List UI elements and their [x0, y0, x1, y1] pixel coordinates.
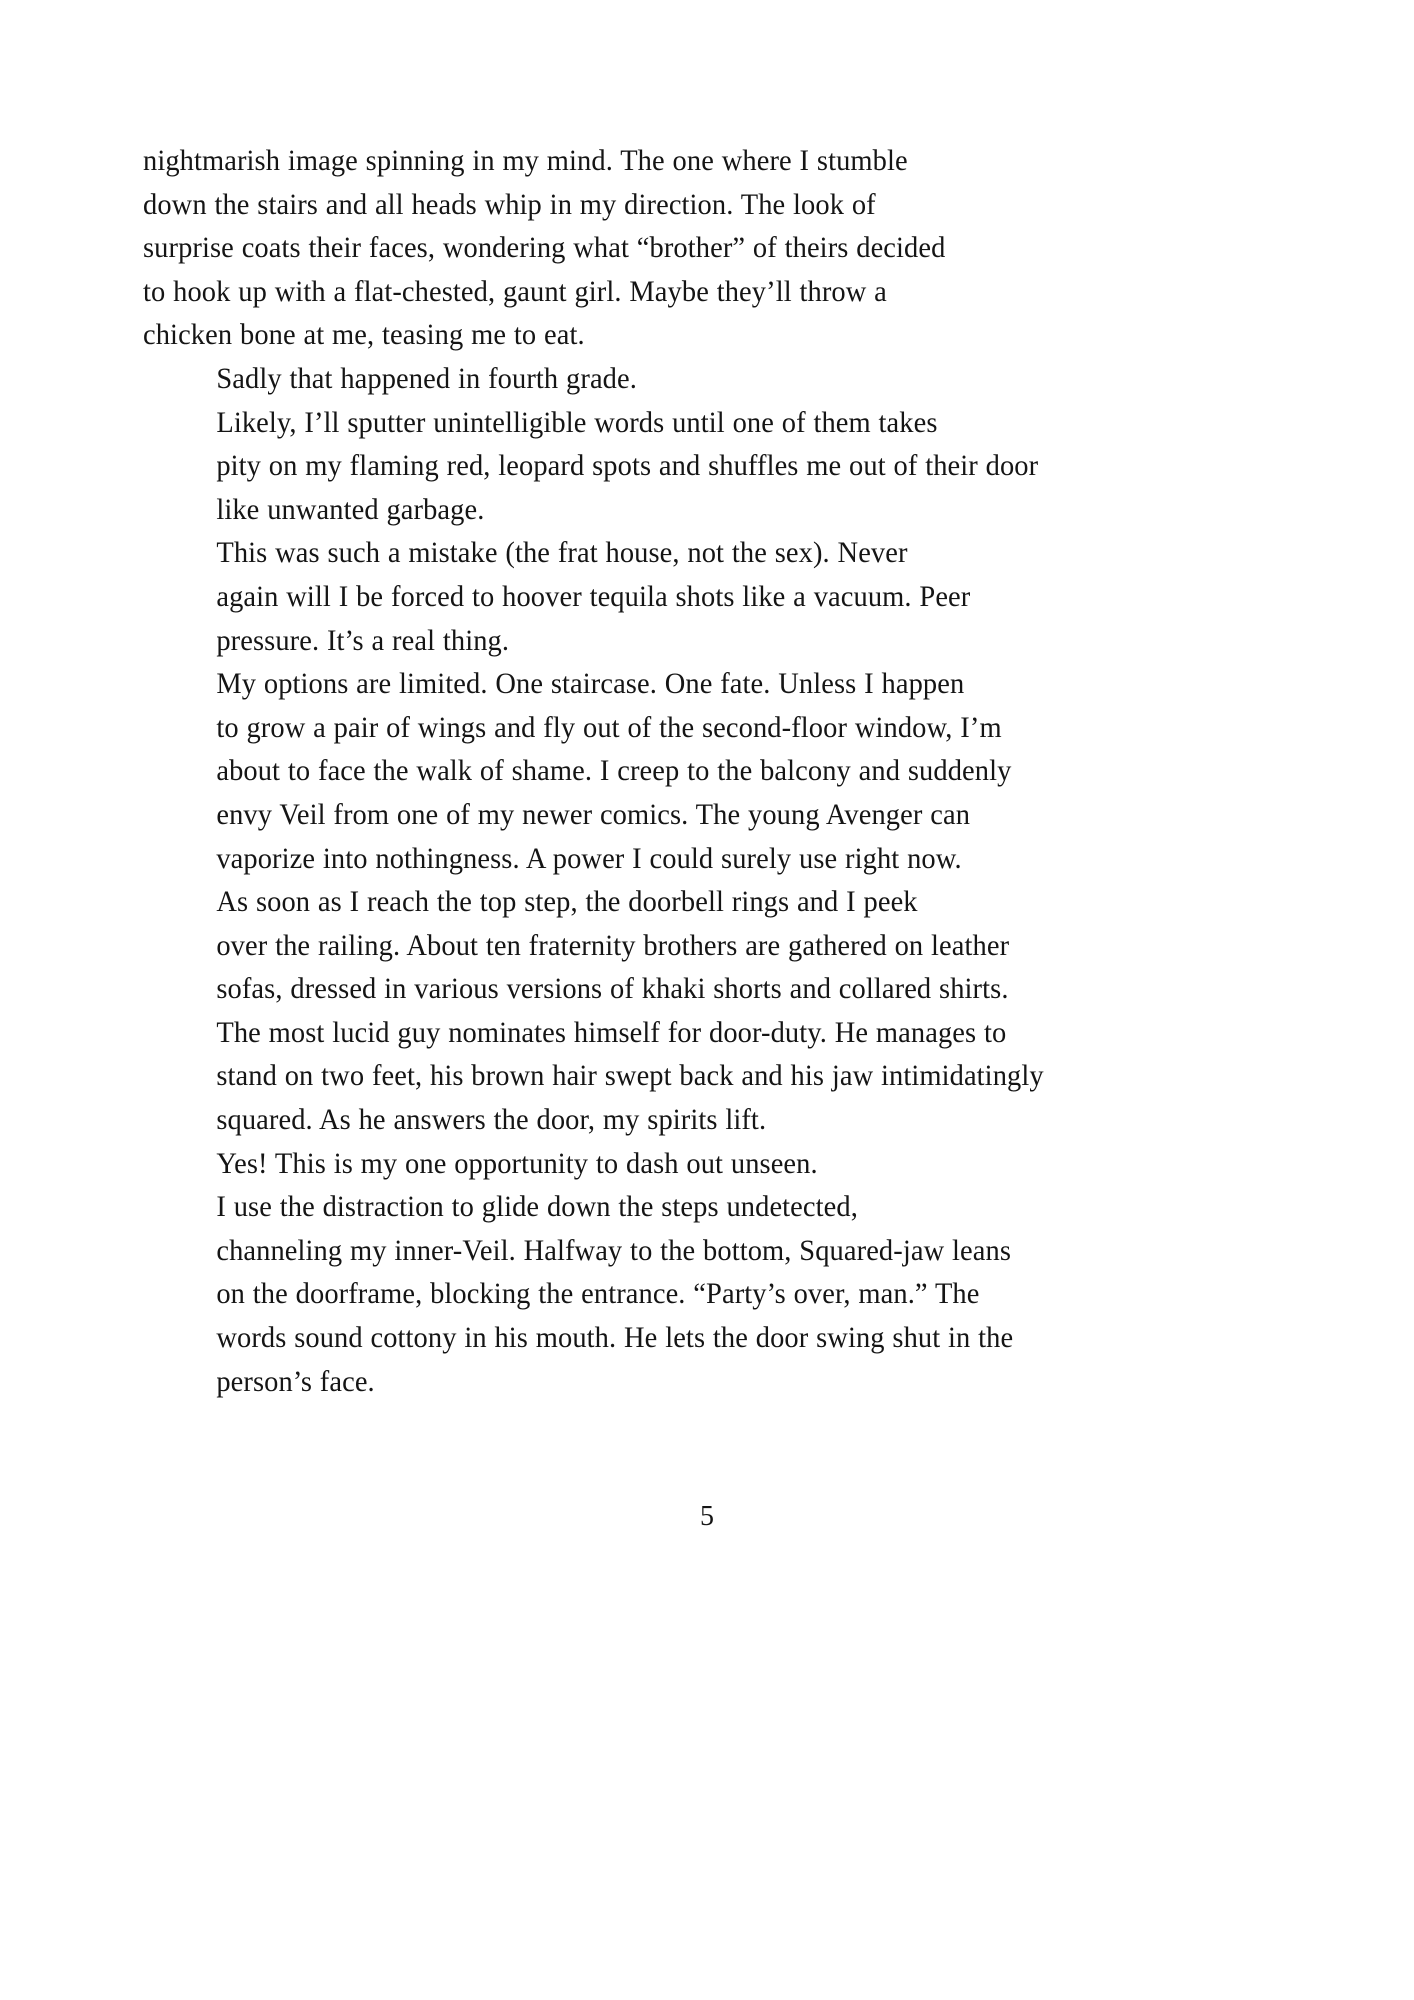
- paragraph-doorbell: [143, 881, 1044, 1143]
- text-line: about to face the walk of shame. I creep to the balcony and suddenly: [216, 755, 1012, 788]
- text-line: stand on two feet, his brown hair swept back and his jaw intimidatingly: [216, 1060, 1044, 1093]
- text-line: squared. As he answers the door, my spirits lift.: [216, 1104, 767, 1137]
- paragraph-likely: [143, 402, 1039, 533]
- text-line: person’s face.: [216, 1365, 375, 1398]
- page-body-text: [143, 140, 1044, 1404]
- text-line: sofas, dressed in various versions of khaki shorts and collared shirts.: [216, 973, 1009, 1006]
- text-line: like unwanted garbage.: [216, 493, 485, 526]
- text-line: Sadly that happened in fourth grade.: [216, 362, 637, 395]
- text-line: As soon as I reach the top step, the doorbell rings and I peek: [216, 886, 918, 919]
- page-number: 5: [700, 1501, 714, 1532]
- text-line: The most lucid guy nominates himself for door-duty. He manages to: [216, 1016, 1007, 1049]
- text-line: chicken bone at me, teasing me to eat.: [143, 319, 585, 352]
- text-line: over the railing. About ten fraternity brothers are gathered on leather: [216, 929, 1010, 962]
- text-line: This was such a mistake (the frat house, not the sex). Never: [216, 537, 908, 570]
- paragraph-continued: [143, 140, 946, 358]
- paragraph-options: [143, 663, 1012, 881]
- text-line: pressure. It’s a real thing.: [216, 624, 510, 657]
- text-line: down the stairs and all heads whip in my direction. The look of: [143, 188, 876, 221]
- text-line: channeling my inner-Veil. Halfway to the bottom, Squared-jaw leans: [216, 1234, 1012, 1267]
- text-line: I use the distraction to glide down the steps undetected,: [216, 1191, 858, 1224]
- text-line: surprise coats their faces, wondering what “brother” of theirs decided: [143, 232, 946, 265]
- text-line: Likely, I’ll sputter unintelligible words until one of them takes: [216, 406, 938, 439]
- text-line: to hook up with a flat-chested, gaunt girl. Maybe they’ll throw a: [143, 275, 887, 308]
- paragraph-mistake: [143, 532, 971, 663]
- text-line: Yes! This is my one opportunity to dash out unseen.: [216, 1147, 818, 1180]
- text-line: envy Veil from one of my newer comics. The young Avenger can: [216, 798, 971, 831]
- text-line: nightmarish image spinning in my mind. The one where I stumble: [143, 145, 908, 177]
- text-line: again will I be forced to hoover tequila shots like a vacuum. Peer: [216, 580, 971, 613]
- text-line: pity on my flaming red, leopard spots and shuffles me out of their door: [216, 450, 1039, 483]
- paragraph-distraction: [143, 1186, 1014, 1404]
- text-line: vaporize into nothingness. A power I could surely use right now.: [216, 842, 962, 875]
- paragraph-sadly: [143, 358, 942, 402]
- text-line: to grow a pair of wings and fly out of the second-floor window, I’m: [216, 711, 1002, 744]
- text-line: words sound cottony in his mouth. He lets the door swing shut in the: [216, 1322, 1014, 1355]
- text-line: on the doorframe, blocking the entrance. “Party’s over, man.” The: [216, 1278, 980, 1311]
- paragraph-yes: [143, 1143, 942, 1187]
- text-line: My options are limited. One staircase. One fate. Unless I happen: [216, 668, 965, 701]
